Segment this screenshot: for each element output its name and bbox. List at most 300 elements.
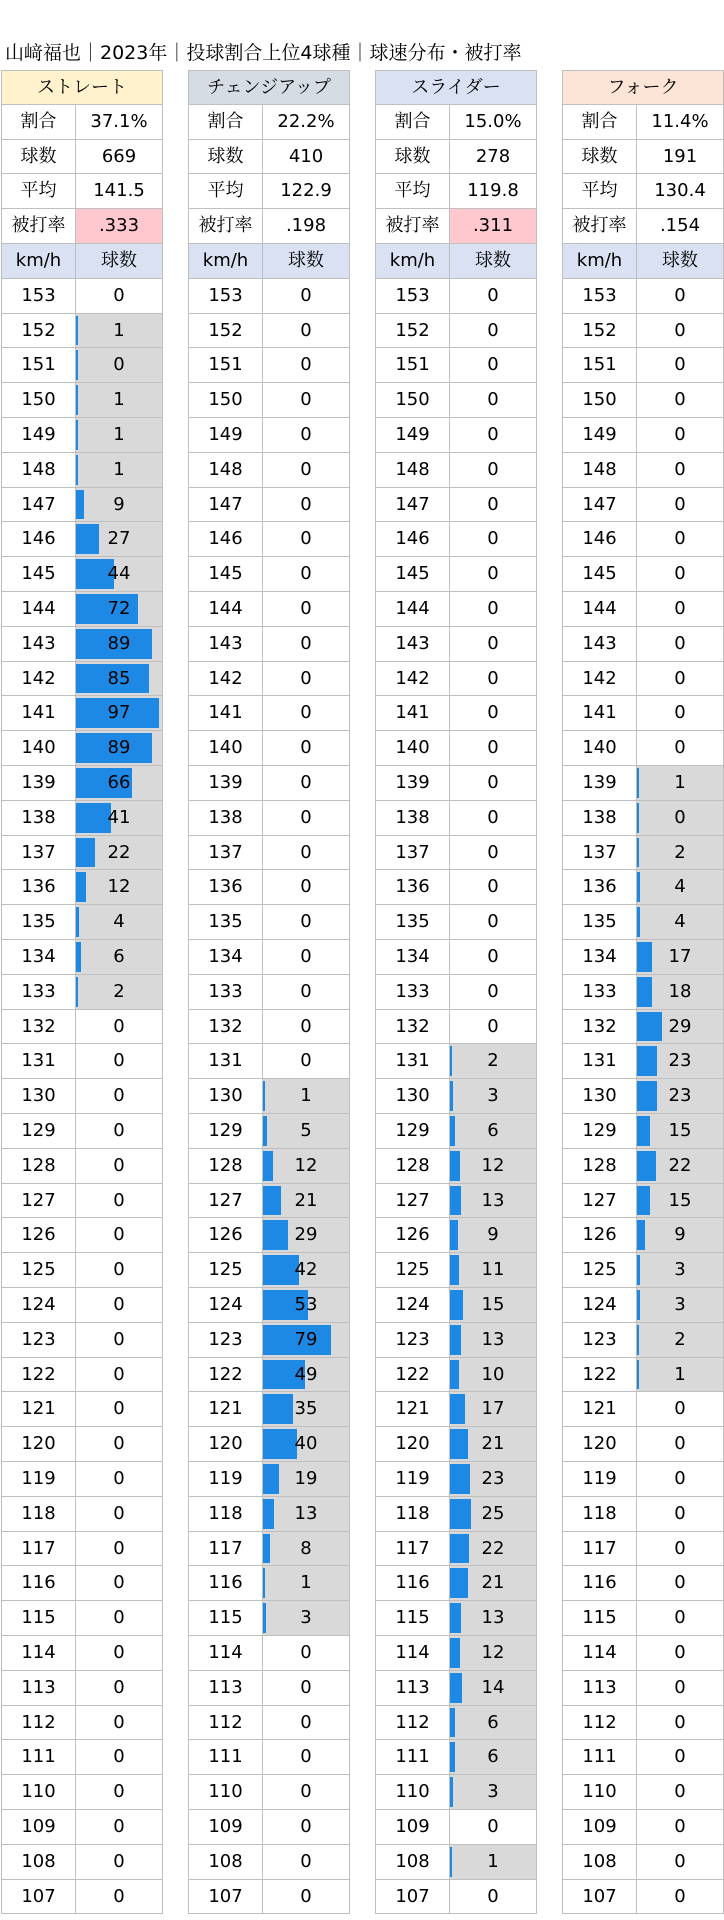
speed-label: 127 — [562, 1184, 637, 1218]
stat-value: .154 — [637, 209, 724, 243]
count-value: 0 — [113, 1433, 125, 1455]
stat-value: 22.2% — [263, 105, 350, 139]
speed-row — [1, 1218, 163, 1253]
count-value: 0 — [113, 1154, 125, 1176]
count-value: 1 — [300, 1572, 312, 1594]
count-cell — [76, 1706, 163, 1740]
speed-label: 132 — [375, 1010, 450, 1044]
count-cell — [637, 522, 724, 556]
speed-label: 151 — [562, 348, 637, 382]
count-value: 12 — [481, 1642, 505, 1663]
speed-row — [375, 696, 537, 731]
speed-label: 117 — [1, 1532, 76, 1566]
speed-row — [188, 488, 350, 523]
bar — [637, 942, 652, 972]
speed-row — [562, 1601, 724, 1636]
stat-value: 15.0% — [450, 105, 537, 139]
speed-label: 131 — [188, 1044, 263, 1078]
speed-row — [562, 1288, 724, 1323]
speed-row — [188, 1601, 350, 1636]
count-cell — [76, 662, 163, 696]
count-cell — [263, 905, 350, 939]
speed-label: 121 — [562, 1392, 637, 1426]
speed-label: 120 — [1, 1427, 76, 1461]
count-cell — [263, 383, 350, 417]
count-value: 0 — [674, 284, 686, 306]
count-value: 6 — [487, 1711, 499, 1733]
speed-label: 108 — [562, 1845, 637, 1879]
speed-label: 150 — [375, 383, 450, 417]
count-value: 1 — [113, 458, 125, 480]
count-value: 0 — [300, 632, 312, 654]
speed-label: 116 — [188, 1566, 263, 1600]
speed-label: 150 — [562, 383, 637, 417]
count-cell — [76, 557, 163, 591]
speed-label: 145 — [375, 557, 450, 591]
count-cell — [76, 1497, 163, 1531]
count-value: 0 — [113, 1885, 125, 1907]
speed-row — [375, 940, 537, 975]
count-value: 0 — [487, 528, 499, 550]
speed-label: 146 — [188, 522, 263, 556]
column-header-row — [562, 244, 724, 279]
speed-label: 120 — [188, 1427, 263, 1461]
count-value: 0 — [300, 389, 312, 411]
speed-row — [1, 1636, 163, 1671]
speed-row — [375, 557, 537, 592]
stat-label: 割合 — [188, 105, 263, 139]
count-cell — [263, 731, 350, 765]
count-value: 21 — [294, 1189, 318, 1211]
count-col-header: 球数 — [263, 244, 350, 278]
speed-label: 111 — [562, 1740, 637, 1774]
speed-row — [1, 1601, 163, 1636]
speed-row — [188, 1497, 350, 1532]
speed-row — [562, 1845, 724, 1880]
count-cell — [450, 1427, 537, 1461]
count-cell — [637, 975, 724, 1009]
count-value: 0 — [487, 702, 499, 724]
count-cell — [263, 662, 350, 696]
speed-label: 108 — [375, 1845, 450, 1879]
speed-row — [188, 1288, 350, 1323]
speed-row — [1, 905, 163, 940]
speed-label: 123 — [1, 1323, 76, 1357]
count-cell — [263, 348, 350, 382]
count-value: 3 — [674, 1259, 686, 1281]
count-value: 0 — [113, 1120, 125, 1141]
speed-row — [375, 314, 537, 349]
count-value: 25 — [481, 1502, 505, 1524]
count-cell — [76, 314, 163, 348]
speed-row — [1, 557, 163, 592]
speed-row — [188, 453, 350, 488]
speed-label: 137 — [188, 836, 263, 870]
count-value: 0 — [300, 911, 312, 933]
speed-label: 145 — [1, 557, 76, 591]
count-cell — [637, 1636, 724, 1670]
speed-label: 141 — [375, 696, 450, 730]
speed-row — [375, 592, 537, 627]
speed-row — [375, 1149, 537, 1184]
count-cell — [263, 557, 350, 591]
speed-label: 124 — [375, 1288, 450, 1322]
speed-row — [1, 1566, 163, 1601]
count-value: 0 — [300, 876, 312, 898]
count-cell — [263, 488, 350, 522]
count-value: 0 — [674, 1398, 686, 1420]
count-value: 2 — [113, 980, 125, 1002]
speed-row — [188, 314, 350, 349]
speed-label: 124 — [562, 1288, 637, 1322]
speed-row — [1, 279, 163, 314]
count-cell — [263, 1636, 350, 1670]
speed-row — [1, 696, 163, 731]
speed-row — [1, 1497, 163, 1532]
count-value: 0 — [487, 632, 499, 654]
count-value: 0 — [487, 737, 499, 759]
speed-label: 133 — [1, 975, 76, 1009]
speed-label: 126 — [188, 1218, 263, 1252]
count-value: 97 — [107, 702, 131, 724]
count-cell — [263, 314, 350, 348]
speed-row — [1, 418, 163, 453]
count-value: 0 — [674, 1676, 686, 1698]
speed-row — [1, 975, 163, 1010]
speed-label: 109 — [375, 1810, 450, 1844]
speed-label: 142 — [375, 662, 450, 696]
speed-label: 118 — [562, 1497, 637, 1531]
speed-label: 132 — [562, 1010, 637, 1044]
count-cell — [76, 696, 163, 730]
count-value: 0 — [487, 841, 499, 863]
count-cell — [450, 383, 537, 417]
count-value: 0 — [487, 911, 499, 933]
speed-row — [375, 1497, 537, 1532]
speed-label: 138 — [375, 801, 450, 835]
speed-row — [562, 1044, 724, 1079]
speed-row — [188, 662, 350, 697]
speed-row — [188, 801, 350, 836]
count-value: 0 — [300, 1676, 312, 1698]
speed-row — [188, 383, 350, 418]
speed-label: 143 — [1, 627, 76, 661]
speed-row — [562, 488, 724, 523]
speed-label: 128 — [375, 1149, 450, 1183]
speed-label: 113 — [562, 1671, 637, 1705]
count-col-header: 球数 — [76, 244, 163, 278]
speed-label: 144 — [1, 592, 76, 626]
stat-label: 平均 — [1, 174, 76, 208]
speed-row — [562, 1880, 724, 1915]
speed-row — [375, 1358, 537, 1393]
speed-row — [188, 1392, 350, 1427]
count-cell — [76, 731, 163, 765]
column-header-row — [375, 244, 537, 279]
count-value: 0 — [300, 598, 312, 619]
speed-label: 149 — [188, 418, 263, 452]
count-value: 13 — [294, 1502, 318, 1524]
speed-label: 109 — [562, 1810, 637, 1844]
speed-label: 112 — [562, 1706, 637, 1740]
speed-label: 148 — [375, 453, 450, 487]
speed-label: 136 — [375, 870, 450, 904]
speed-row — [562, 627, 724, 662]
count-cell — [450, 1218, 537, 1252]
count-value: 1 — [487, 1850, 499, 1872]
count-cell — [637, 418, 724, 452]
count-value: 29 — [294, 1224, 318, 1246]
speed-label: 148 — [188, 453, 263, 487]
count-cell — [637, 801, 724, 835]
speed-label: 134 — [562, 940, 637, 974]
count-cell — [637, 905, 724, 939]
pitch-header — [1, 70, 163, 105]
count-cell — [76, 1601, 163, 1635]
count-cell — [450, 592, 537, 626]
count-value: 0 — [113, 1259, 125, 1281]
speed-label: 131 — [375, 1044, 450, 1078]
speed-row — [188, 1462, 350, 1497]
speed-row — [562, 766, 724, 801]
speed-label: 142 — [1, 662, 76, 696]
count-value: 0 — [487, 1885, 499, 1907]
count-cell — [263, 801, 350, 835]
count-cell — [450, 1845, 537, 1879]
speed-row — [188, 627, 350, 662]
count-value: 0 — [674, 1607, 686, 1629]
count-value: 0 — [674, 458, 686, 480]
speed-row — [375, 1775, 537, 1810]
count-cell — [450, 522, 537, 556]
speed-row — [562, 662, 724, 697]
stat-value: 669 — [76, 140, 163, 174]
bar — [450, 1708, 455, 1738]
speed-label: 140 — [1, 731, 76, 765]
speed-label: 135 — [562, 905, 637, 939]
bar — [450, 1429, 468, 1459]
speed-label: 127 — [188, 1184, 263, 1218]
speed-row — [562, 731, 724, 766]
count-value: 0 — [300, 772, 312, 793]
count-cell — [637, 627, 724, 661]
speed-row — [375, 731, 537, 766]
count-value: 0 — [674, 563, 686, 585]
speed-label: 138 — [562, 801, 637, 835]
speed-label: 135 — [188, 905, 263, 939]
speed-row — [1, 1010, 163, 1045]
stat-value: 278 — [450, 140, 537, 174]
stat-label: 被打率 — [562, 209, 637, 243]
count-cell — [76, 905, 163, 939]
speed-label: 109 — [1, 1810, 76, 1844]
speed-label: 117 — [562, 1532, 637, 1566]
bar — [637, 1046, 657, 1076]
count-value: 12 — [294, 1154, 318, 1176]
count-value: 0 — [487, 1816, 499, 1837]
count-cell — [450, 314, 537, 348]
count-value: 0 — [487, 667, 499, 689]
speed-label: 111 — [375, 1740, 450, 1774]
speed-row — [188, 279, 350, 314]
count-value: 1 — [674, 772, 686, 793]
count-cell — [263, 1010, 350, 1044]
count-cell — [450, 1566, 537, 1600]
speed-label: 146 — [562, 522, 637, 556]
count-cell — [450, 488, 537, 522]
count-cell — [263, 1149, 350, 1183]
speed-label: 115 — [1, 1601, 76, 1635]
stat-label: 割合 — [375, 105, 450, 139]
speed-label: 153 — [562, 279, 637, 313]
count-value: 0 — [113, 1015, 125, 1037]
stat-row — [1, 209, 163, 244]
speed-row — [562, 279, 724, 314]
count-cell — [450, 1184, 537, 1218]
bar — [76, 977, 78, 1007]
count-cell — [637, 1218, 724, 1252]
count-value: 0 — [487, 806, 499, 828]
speed-row — [562, 836, 724, 871]
count-cell — [76, 348, 163, 382]
count-cell — [450, 696, 537, 730]
speed-label: 129 — [188, 1114, 263, 1148]
speed-label: 129 — [375, 1114, 450, 1148]
speed-row — [375, 279, 537, 314]
speed-row — [188, 1775, 350, 1810]
speed-row — [562, 592, 724, 627]
speed-label: 147 — [375, 488, 450, 522]
count-value: 0 — [487, 319, 499, 341]
count-cell — [637, 1149, 724, 1183]
speed-label: 143 — [188, 627, 263, 661]
speed-label: 143 — [375, 627, 450, 661]
bar — [450, 1638, 460, 1668]
speed-row — [188, 1149, 350, 1184]
speed-col-header: km/h — [562, 244, 637, 278]
stat-row — [188, 174, 350, 209]
count-value: 0 — [674, 632, 686, 654]
speed-row — [1, 592, 163, 627]
speed-label: 142 — [562, 662, 637, 696]
bar — [76, 524, 99, 554]
speed-label: 126 — [375, 1218, 450, 1252]
count-value: 12 — [481, 1154, 505, 1176]
count-value: 0 — [113, 1746, 125, 1768]
speed-row — [1, 1288, 163, 1323]
count-value: 4 — [674, 876, 686, 898]
count-value: 14 — [481, 1676, 505, 1698]
count-cell — [263, 975, 350, 1009]
speed-label: 123 — [375, 1323, 450, 1357]
speed-label: 132 — [1, 1010, 76, 1044]
speed-label: 121 — [375, 1392, 450, 1426]
speed-label: 148 — [1, 453, 76, 487]
count-cell — [76, 1288, 163, 1322]
speed-row — [1, 453, 163, 488]
count-cell — [450, 1601, 537, 1635]
stat-value: 11.4% — [637, 105, 724, 139]
count-cell — [637, 696, 724, 730]
speed-row — [375, 522, 537, 557]
bar — [450, 1360, 459, 1390]
count-cell — [76, 1358, 163, 1392]
count-value: 0 — [300, 841, 312, 863]
speed-row — [1, 1079, 163, 1114]
speed-row — [1, 627, 163, 662]
series-name: チェンジアップ — [207, 77, 331, 98]
speed-label: 147 — [188, 488, 263, 522]
stat-value: 130.4 — [637, 174, 724, 208]
bar — [263, 1220, 288, 1250]
speed-label: 149 — [375, 418, 450, 452]
speed-label: 140 — [188, 731, 263, 765]
count-cell — [263, 1427, 350, 1461]
speed-label: 114 — [562, 1636, 637, 1670]
stat-label: 球数 — [188, 140, 263, 174]
bar — [263, 1255, 299, 1285]
speed-label: 123 — [562, 1323, 637, 1357]
speed-label: 130 — [375, 1079, 450, 1113]
speed-label: 114 — [188, 1636, 263, 1670]
count-value: 0 — [300, 528, 312, 550]
bar — [76, 350, 78, 380]
speed-label: 126 — [562, 1218, 637, 1252]
count-cell — [76, 627, 163, 661]
speed-row — [562, 1706, 724, 1741]
speed-row — [562, 940, 724, 975]
count-cell — [76, 1114, 163, 1148]
speed-label: 125 — [1, 1253, 76, 1287]
speed-row — [188, 1706, 350, 1741]
count-cell — [263, 1392, 350, 1426]
speed-row — [1, 766, 163, 801]
speed-row — [375, 453, 537, 488]
count-cell — [450, 1149, 537, 1183]
speed-label: 114 — [1, 1636, 76, 1670]
count-cell — [263, 1775, 350, 1809]
count-value: 6 — [113, 946, 125, 967]
speed-label: 128 — [562, 1149, 637, 1183]
speed-row — [188, 418, 350, 453]
count-value: 0 — [113, 1294, 125, 1315]
count-value: 0 — [113, 1572, 125, 1594]
bar — [637, 1255, 640, 1285]
count-cell — [450, 870, 537, 904]
count-value: 29 — [668, 1015, 692, 1037]
speed-label: 144 — [188, 592, 263, 626]
count-cell — [637, 453, 724, 487]
speed-label: 147 — [1, 488, 76, 522]
speed-label: 149 — [1, 418, 76, 452]
stat-label: 平均 — [188, 174, 263, 208]
count-cell — [637, 1010, 724, 1044]
count-value: 0 — [487, 876, 499, 898]
speed-row — [375, 1566, 537, 1601]
speed-row — [562, 1392, 724, 1427]
count-value: 0 — [113, 1607, 125, 1629]
count-cell — [76, 522, 163, 556]
speed-row — [375, 870, 537, 905]
speed-label: 145 — [188, 557, 263, 591]
speed-row — [188, 1636, 350, 1671]
count-value: 0 — [113, 1502, 125, 1524]
column-header-row — [188, 244, 350, 279]
count-value: 6 — [487, 1746, 499, 1768]
count-cell — [450, 766, 537, 800]
count-value: 0 — [113, 1468, 125, 1489]
speed-label: 128 — [1, 1149, 76, 1183]
